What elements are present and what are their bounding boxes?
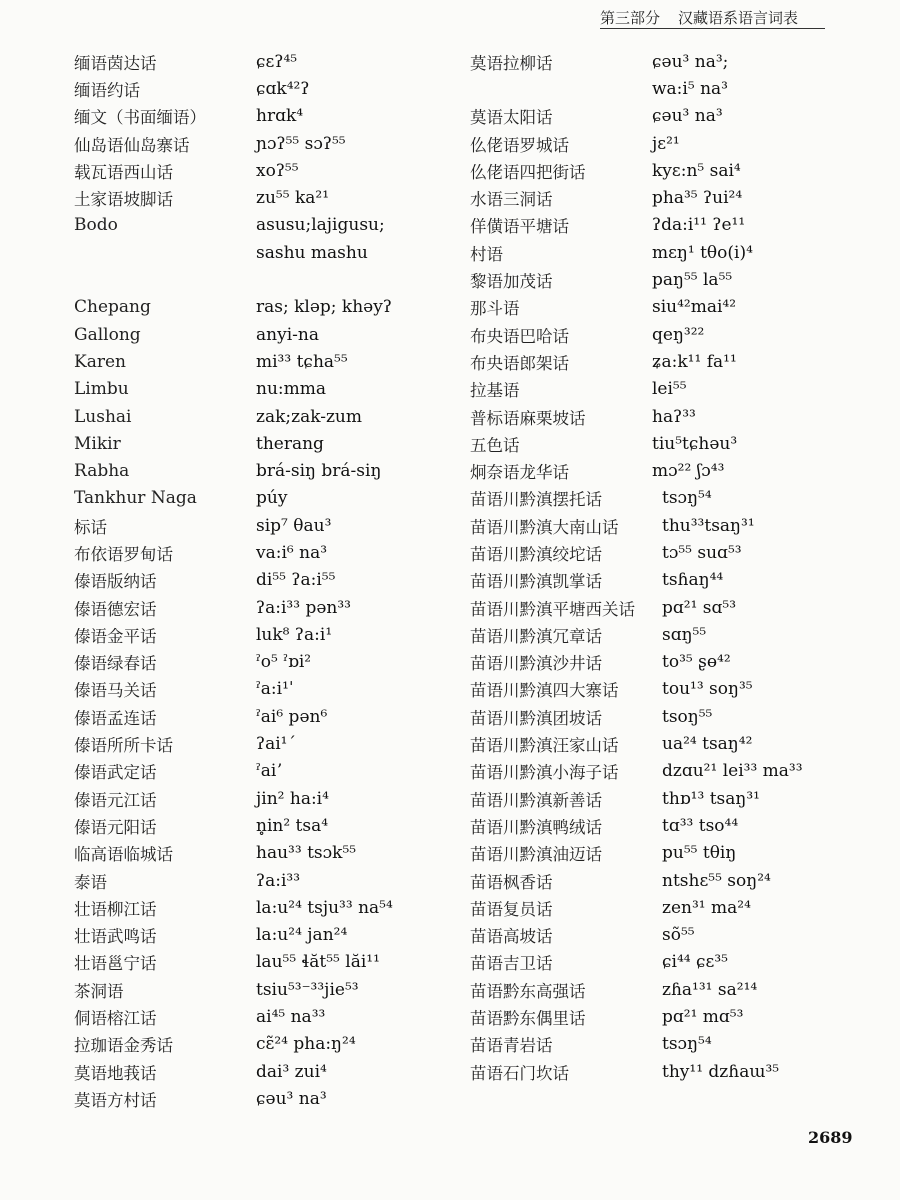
word-form: pɑ²¹ sɑ⁵³	[662, 597, 737, 618]
language-name: 苗语川黔滇平塘西关话	[470, 599, 635, 619]
entry-row	[74, 840, 464, 867]
entry-row	[470, 157, 870, 184]
entry-row	[74, 567, 464, 594]
language-name: 苗语石门坎话	[470, 1063, 569, 1083]
entry-row	[470, 894, 870, 921]
word-form: therang	[256, 433, 324, 454]
language-name: 仫佬语四把街话	[470, 162, 586, 182]
entry-row	[74, 512, 464, 539]
language-name: 苗语川黔滇绞坨话	[470, 544, 602, 564]
word-form: ɕəu³ na³	[256, 1088, 327, 1109]
entry-row	[74, 457, 464, 484]
language-name: 泰语	[74, 872, 107, 892]
entry-row	[74, 894, 464, 921]
language-name: 拉珈语金秀话	[74, 1036, 173, 1056]
word-form: di⁵⁵ ʔa:i⁵⁵	[256, 570, 336, 591]
entry-row	[470, 48, 870, 75]
word-form: hrɑk⁴	[256, 106, 304, 127]
word-form: nu:mma	[256, 379, 327, 400]
word-form: brá-siŋ brá-siŋ	[256, 461, 382, 482]
language-name: 苗语枫香话	[470, 872, 553, 892]
word-form: tsɔŋ⁵⁴	[662, 1034, 712, 1055]
language-name: 傣语武定话	[74, 763, 157, 783]
word-form: tiu⁵tɕhəu³	[652, 433, 738, 454]
entry-row	[74, 621, 464, 648]
entry-row	[470, 758, 870, 785]
word-form: tɔ⁵⁵ suɑ⁵³	[662, 542, 742, 563]
language-name: 苗语高坡话	[470, 927, 553, 947]
language-name: 壮语柳江话	[74, 899, 157, 919]
language-name: 土家语坡脚话	[74, 190, 173, 210]
language-name: 侗语榕江话	[74, 1009, 157, 1029]
entry-row	[74, 376, 464, 403]
entry-row	[74, 758, 464, 785]
entry-row	[470, 621, 870, 648]
language-name: 壮语邕宁话	[74, 954, 157, 974]
word-form: ˀa:i¹ˈ	[256, 679, 294, 700]
word-form: dzɑu²¹ lei³³ ma³³	[662, 761, 803, 782]
entry-row	[74, 103, 464, 130]
language-name: 莫语拉柳话	[470, 53, 553, 73]
word-form: qeŋ³²²	[652, 324, 705, 345]
entry-row	[74, 212, 464, 239]
entry-row	[470, 922, 870, 949]
word-form: ˀaiʼ	[256, 761, 282, 782]
entry-row	[74, 266, 464, 293]
language-name: 苗语复员话	[470, 899, 553, 919]
word-form: pɑ²¹ mɑ⁵³	[662, 1007, 744, 1028]
word-form: lau⁵⁵ ɬăt⁵⁵ lăi¹¹	[256, 952, 380, 973]
entry-row	[470, 348, 870, 375]
word-form: sip⁷ θau³	[256, 515, 332, 536]
language-name: 傣语绿春话	[74, 654, 157, 674]
entry-row	[74, 321, 464, 348]
word-form: n̥in² tsa⁴	[256, 815, 329, 836]
entry-row	[74, 48, 464, 75]
entry-row	[470, 730, 870, 757]
word-form: ua²⁴ tsaŋ⁴²	[662, 734, 753, 755]
language-name: 壮语武鸣话	[74, 927, 157, 947]
word-form: pu⁵⁵ tθiŋ	[662, 843, 737, 864]
entry-row	[74, 594, 464, 621]
entry-row	[74, 294, 464, 321]
word-form: zen³¹ ma²⁴	[662, 897, 751, 918]
entry-row	[470, 1058, 870, 1085]
entry-row	[74, 130, 464, 157]
word-form: tsɦaŋ⁴⁴	[662, 570, 724, 591]
language-name: 缅文（书面缅语）	[74, 108, 206, 128]
entry-row	[74, 539, 464, 566]
entry-row	[74, 1085, 464, 1112]
entry-row	[470, 75, 870, 102]
entry-row	[74, 730, 464, 757]
language-name: 缅语茵达话	[74, 53, 157, 73]
word-form: haʔ³³	[652, 406, 696, 427]
entry-row	[74, 157, 464, 184]
header-rule	[600, 28, 825, 29]
entry-row	[470, 676, 870, 703]
word-form: tɑ³³ tso⁴⁴	[662, 815, 739, 836]
entry-row	[74, 812, 464, 839]
header-part: 第三部分	[600, 8, 661, 27]
entry-row	[74, 976, 464, 1003]
word-form: asusu;lajigusu;	[256, 215, 385, 236]
entry-row	[470, 239, 870, 266]
entry-row	[470, 457, 870, 484]
word-form: paŋ⁵⁵ la⁵⁵	[652, 270, 733, 291]
word-form: ˀo⁵ ˀɒi²	[256, 652, 312, 673]
language-name: 佯僙语平塘话	[470, 217, 569, 237]
word-form: la:u²⁴ jan²⁴	[256, 925, 348, 946]
page-number: 2689	[808, 1128, 853, 1147]
language-name: 茶洞语	[74, 981, 124, 1001]
entry-row	[470, 403, 870, 430]
language-name: 载瓦语西山话	[74, 162, 173, 182]
language-name: 莫语地莪话	[74, 1063, 157, 1083]
language-name: 苗语川黔滇汪家山话	[470, 736, 619, 756]
word-form: thɒ¹³ tsaŋ³¹	[662, 788, 760, 809]
word-form: ntshɛ⁵⁵ soŋ²⁴	[662, 870, 771, 891]
running-header	[600, 4, 840, 30]
word-form: mi³³ tɕha⁵⁵	[256, 351, 348, 372]
language-name: Rabha	[74, 461, 130, 482]
word-form: ɕəu³ na³;	[652, 51, 729, 72]
word-form: ɕɑk⁴²ʔ	[256, 78, 310, 99]
entry-row	[470, 512, 870, 539]
word-form: pha³⁵ ʔui²⁴	[652, 188, 743, 209]
word-form: wa:i⁵ na³	[652, 78, 728, 99]
word-form: la:u²⁴ tsju³³ na⁵⁴	[256, 897, 393, 918]
word-form: hau³³ tsɔk⁵⁵	[256, 843, 357, 864]
word-form: va:i⁶ na³	[256, 542, 328, 563]
language-name: Mikir	[74, 433, 121, 454]
language-name: Chepang	[74, 297, 151, 318]
language-name: 莫语太阳话	[470, 108, 553, 128]
entry-row	[470, 539, 870, 566]
language-name: 苗语川黔滇小海子话	[470, 763, 619, 783]
entry-row	[74, 867, 464, 894]
entry-row	[470, 485, 870, 512]
word-form: ras; kləp; khəyʔ	[256, 297, 392, 318]
language-name: 缅语约话	[74, 80, 140, 100]
header-title: 汉藏语系语言词表	[678, 8, 799, 27]
entry-row	[470, 976, 870, 1003]
word-form: mɔ²² ʃɔ⁴³	[652, 461, 725, 482]
word-form: púy	[256, 488, 288, 509]
entry-row	[470, 294, 870, 321]
word-form: tsɔŋ⁵⁴	[662, 488, 712, 509]
word-form: thy¹¹ dzɦaɯ³⁵	[662, 1061, 780, 1082]
language-name: 临高语临城话	[74, 845, 173, 865]
word-form: jin² ha:i⁴	[256, 788, 329, 809]
entry-row	[74, 785, 464, 812]
entry-row	[74, 184, 464, 211]
entry-row	[74, 1003, 464, 1030]
entry-row	[470, 567, 870, 594]
language-name: 布央语巴哈话	[470, 326, 569, 346]
language-name: 仫佬语罗城话	[470, 135, 569, 155]
language-name: 仙岛语仙岛寨话	[74, 135, 190, 155]
language-name: 傣语德宏话	[74, 599, 157, 619]
language-name: 普标语麻栗坡话	[470, 408, 586, 428]
language-name: 苗语川黔滇沙井话	[470, 654, 602, 674]
word-form: anyi-na	[256, 324, 319, 345]
word-form: jɛ²¹	[652, 133, 680, 154]
entry-row	[470, 376, 870, 403]
word-form: ʔa:i³³	[256, 870, 301, 891]
word-form: lei⁵⁵	[652, 379, 687, 400]
word-form: sashu mashu	[256, 242, 368, 263]
entry-row	[470, 594, 870, 621]
entry-row	[470, 103, 870, 130]
word-form: tsiu⁵³⁻³³jie⁵³	[256, 979, 359, 1000]
language-name: 苗语川黔滇冗章话	[470, 626, 602, 646]
entry-row	[74, 676, 464, 703]
word-form: ɲɔʔ⁵⁵ sɔʔ⁵⁵	[256, 133, 346, 154]
entry-row	[74, 239, 464, 266]
language-name: Tankhur Naga	[74, 488, 197, 509]
language-name: 拉基语	[470, 381, 520, 401]
word-form: ai⁴⁵ na³³	[256, 1007, 326, 1028]
language-name: 苗语黔东高强话	[470, 981, 586, 1001]
word-form: zɦa¹³¹ sa²¹⁴	[662, 979, 758, 1000]
language-name: Lushai	[74, 406, 132, 427]
entry-row	[74, 485, 464, 512]
language-name: 傣语孟连话	[74, 708, 157, 728]
word-form: luk⁸ ʔa:i¹	[256, 624, 333, 645]
language-name: Limbu	[74, 379, 129, 400]
word-form: sɑŋ⁵⁵	[662, 624, 707, 645]
language-name: 傣语金平话	[74, 626, 157, 646]
entry-row	[74, 1031, 464, 1058]
word-form: thu³³tsaŋ³¹	[662, 515, 755, 536]
word-form: ˀai⁶ pən⁶	[256, 706, 328, 727]
language-name: 苗语川黔滇油迈话	[470, 845, 602, 865]
entry-row	[470, 949, 870, 976]
language-name: 苗语川黔滇大南山话	[470, 517, 619, 537]
entry-row	[470, 1003, 870, 1030]
left-column	[74, 48, 464, 1113]
word-form: ʔai¹ˊ	[256, 734, 297, 755]
entry-row	[470, 212, 870, 239]
word-form: ʔa:i³³ pən³³	[256, 597, 351, 618]
word-form: tsoŋ⁵⁵	[662, 706, 713, 727]
word-form: ɕi⁴⁴ ɕɛ³⁵	[662, 952, 728, 973]
entry-row	[74, 1058, 464, 1085]
word-form: dai³ zui⁴	[256, 1061, 327, 1082]
word-form: zu⁵⁵ ka²¹	[256, 188, 330, 209]
word-form: cɛ̃²⁴ pha:ŋ²⁴	[256, 1034, 356, 1055]
entry-row	[74, 649, 464, 676]
language-name: 苗语川黔滇凯掌话	[470, 572, 602, 592]
word-form: zak;zak-zum	[256, 406, 362, 427]
word-form: mɛŋ¹ tθo(i)⁴	[652, 242, 753, 263]
language-name: 傣语版纳话	[74, 572, 157, 592]
language-name: 炯奈语龙华话	[470, 463, 569, 483]
word-form: siu⁴²mai⁴²	[652, 297, 737, 318]
entry-row	[470, 130, 870, 157]
language-name: 苗语川黔滇新善话	[470, 790, 602, 810]
word-form: xoʔ⁵⁵	[256, 160, 299, 181]
entry-row	[74, 922, 464, 949]
language-name: 布依语罗甸话	[74, 544, 173, 564]
language-name: 水语三洞话	[470, 190, 553, 210]
entry-row	[74, 949, 464, 976]
entry-row	[74, 348, 464, 375]
word-form: to³⁵ ʂɵ⁴²	[662, 652, 731, 673]
language-name: 莫语方村话	[74, 1090, 157, 1110]
entry-row	[74, 703, 464, 730]
language-name: 五色话	[470, 435, 520, 455]
language-name: 那斗语	[470, 299, 520, 319]
language-name: 苗语吉卫话	[470, 954, 553, 974]
entry-row	[74, 430, 464, 457]
language-name: Karen	[74, 351, 126, 372]
language-name: 标话	[74, 517, 107, 537]
language-name: Gallong	[74, 324, 141, 345]
language-name: 苗语川黔滇摆托话	[470, 490, 602, 510]
entry-row	[470, 840, 870, 867]
language-name: 傣语元江话	[74, 790, 157, 810]
language-name: 苗语川黔滇鸭绒话	[470, 817, 602, 837]
entry-row	[470, 703, 870, 730]
entry-row	[470, 430, 870, 457]
entry-row	[470, 1031, 870, 1058]
entry-row	[74, 75, 464, 102]
language-name: 村语	[470, 244, 503, 264]
entry-row	[74, 403, 464, 430]
entry-row	[470, 649, 870, 676]
word-form: ʑa:k¹¹ fa¹¹	[652, 351, 737, 372]
language-name: 傣语元阳话	[74, 817, 157, 837]
language-name: 黎语加茂话	[470, 272, 553, 292]
language-name: 苗语川黔滇团坡话	[470, 708, 602, 728]
word-form: kyɛ:n⁵ sai⁴	[652, 160, 741, 181]
entry-row	[470, 321, 870, 348]
language-name: 布央语郎架话	[470, 353, 569, 373]
language-name: 傣语马关话	[74, 681, 157, 701]
language-name: 傣语所所卡话	[74, 736, 173, 756]
word-form: sõ⁵⁵	[662, 925, 695, 946]
language-name: 苗语青岩话	[470, 1036, 553, 1056]
entry-row	[470, 785, 870, 812]
language-name: 苗语川黔滇四大寨话	[470, 681, 619, 701]
entry-row	[470, 266, 870, 293]
word-form: ɕəu³ na³	[652, 106, 723, 127]
entry-row	[470, 867, 870, 894]
language-name: 苗语黔东偶里话	[470, 1009, 586, 1029]
right-column	[470, 48, 870, 1085]
entry-row	[470, 184, 870, 211]
entry-row	[470, 812, 870, 839]
word-form: ʔda:i¹¹ ʔe¹¹	[652, 215, 746, 236]
word-form: ɕɛʔ⁴⁵	[256, 51, 298, 72]
word-form: tou¹³ soŋ³⁵	[662, 679, 753, 700]
language-name: Bodo	[74, 215, 118, 236]
